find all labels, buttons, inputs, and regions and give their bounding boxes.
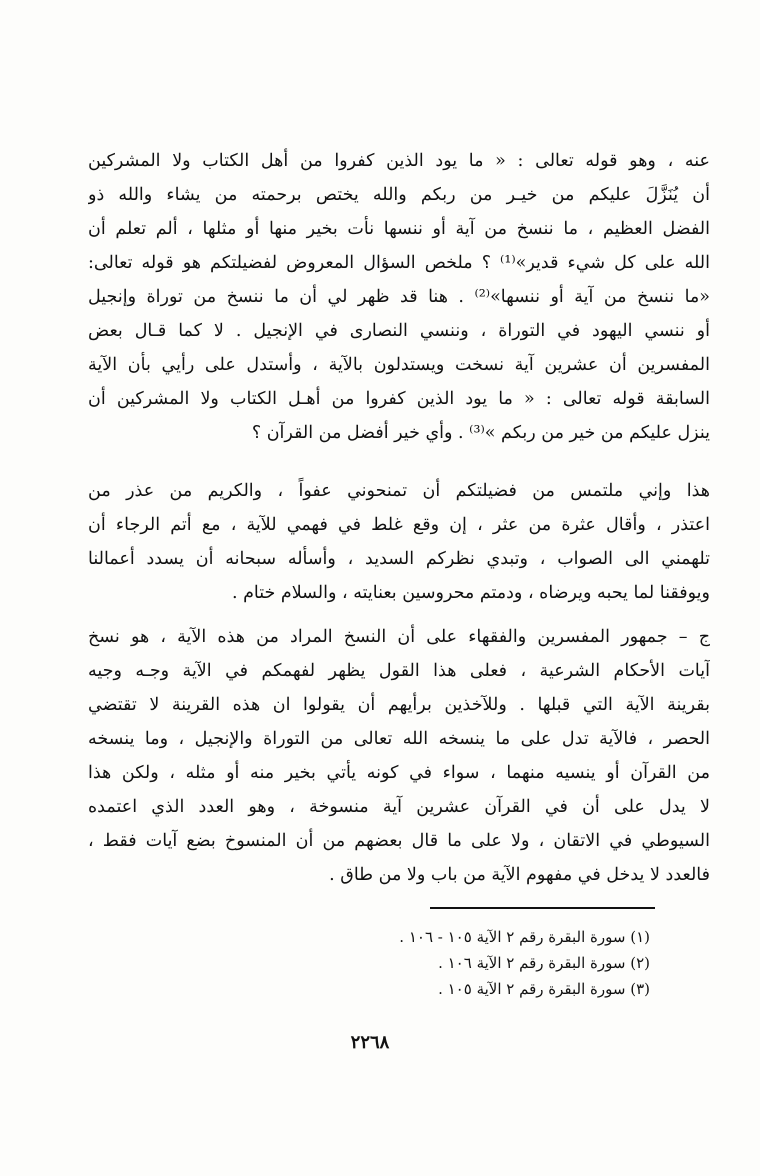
footnotes [330,924,650,1002]
text-line: لا يدل على أن في القرآن عشرين آية منسوخة ، وهو العدد الذي اعتمده [88,797,710,817]
text-line: ينزل عليكم من خير من ربكم »⁽³⁾ . وأي خير أفضل من القرآن ؟ [251,423,710,443]
text-line: ويوفقنا لما يحبه ويرضاه ، ودمتم محروسين بعنايته ، والسلام ختام . [231,583,710,603]
text-line: أو ننسي اليهود في التوراة ، وننسي النصارى في الإنجيل . لا كما قـال بعض [88,321,710,341]
text-line: السابقة قوله تعالى : « ما يود الذين كفروا من أهـل الكتاب ولا المشركين أن [88,389,710,409]
text-line: من القرآن أو ينسيه منهما ، سواء في كونه يأتي بخير منه أو مثله ، ولكن هذا [88,763,710,783]
text-line: فالعدد لا يدخل في مفهوم الآية من باب ولا من طاق . [329,865,710,885]
paragraph-question-part [88,144,710,450]
footnote-divider [430,907,655,909]
footnote-1: (١) سورة البقرة رقم ٢ الآية ١٠٥ - ١٠٦ . [399,928,650,946]
text-line: آيات الأحكام الشرعية ، فعلى هذا القول يظهر لفهمكم في الآية وجـه وجيه [88,661,710,681]
text-line: هذا وإني ملتمس من فضيلتكم أن تمنحوني عفواً ، والكريم من عذر من [88,481,710,501]
footnote-3: (٣) سورة البقرة رقم ٢ الآية ١٠٥ . [438,980,650,998]
paragraph-closing-request [88,474,710,610]
text-line: أن يُنَزَّلَ عليكم من خيـر من ربكم والله يختص برحمته من يشاء والله ذو [88,185,710,205]
text-line: ج – جمهور المفسرين والفقهاء على أن النسخ المراد من هذه الآية ، هو نسخ [88,627,710,647]
text-line: الفضل العظيم ، ما ننسخ من آية أو ننسها نأت بخير منها أو مثلها ، ألم تعلم أن [88,219,710,239]
text-line: المفسرين أن عشرين آية نسخت ويستدلون بالآية ، وأستدل على رأيي بأن الآية [88,355,710,375]
text-line: السيوطي في الاتقان ، ولا على ما قال بعضهم من أن المنسوخ بضع آيات فقط ، [88,831,710,851]
text-line: «ما ننسخ من آية أو ننسها»⁽²⁾ . هنا قد ظهر لي أن ما ننسخ من توراة وإنجيل [88,287,710,307]
text-line: بقرينة الآية التي قبلها . وللآخذين برأيهم أن يقولوا ان هذه القرينة لا تقتضي [88,695,710,715]
paragraph-answer [88,620,710,892]
text-line: عنه ، وهو قوله تعالى : « ما يود الذين كفروا من أهل الكتاب ولا المشركين [88,151,710,171]
page-number: ٢٢٦٨ [350,1032,390,1053]
text-line: الحصر ، فالآية تدل على ما ينسخه الله تعالى من التوراة والإنجيل ، وما ينسخه [88,729,710,749]
text-line: الله على كل شيء قدير»⁽¹⁾ ؟ ملخص السؤال المعروض لفضيلتكم هو قوله تعالى: [88,253,710,273]
text-line: اعتذر ، وأقال عثرة من عثر ، إن وقع غلط في فهمي للآية ، مع أتم الرجاء أن [88,515,710,535]
text-line: تلهمني الى الصواب ، وتبدي نظركم السديد ، وأسأله سبحانه أن يسدد أعمالنا [88,549,710,569]
footnote-2: (٢) سورة البقرة رقم ٢ الآية ١٠٦ . [438,954,650,972]
